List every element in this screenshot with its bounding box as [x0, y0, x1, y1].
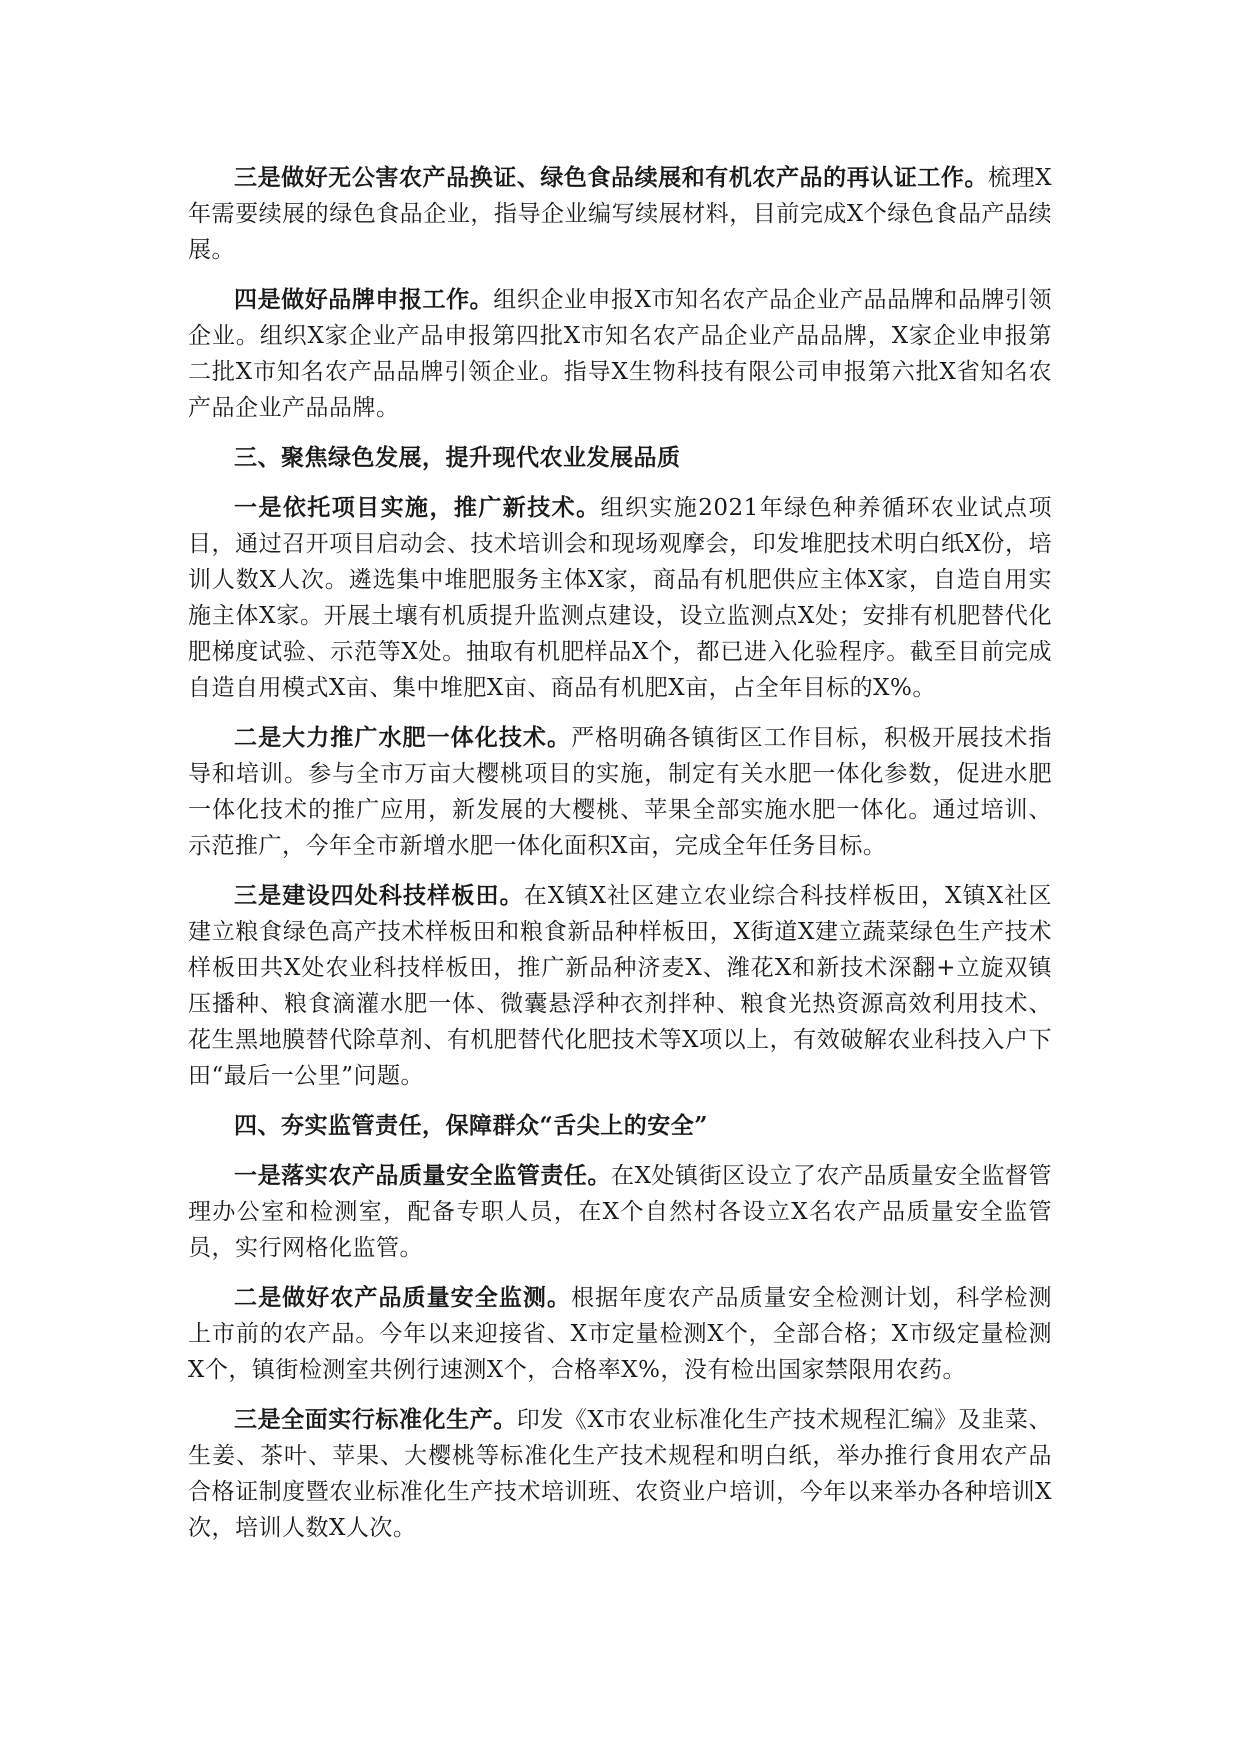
- paragraph-supervision-responsibility: [188, 1158, 1052, 1266]
- paragraph-quality-monitoring: [188, 1280, 1052, 1388]
- paragraph-standardized-production: [188, 1402, 1052, 1546]
- paragraph-body: 组织企业申报X市知名农产品企业产品品牌和品牌引领企业。组织X家企业产品申报第四批X市知名农产品企业产品品牌，X家企业申报第二批X市知名农产品品牌引领企业。指导X生物科技有限公司申报第六批X省知名农产品企业产品品牌。: [188, 287, 1052, 421]
- paragraph-body: 梳理X年需要续展的绿色食品企业，指导企业编写续展材料，目前完成X个绿色食品产品续展。: [188, 165, 1052, 263]
- paragraph-lead: 一是落实农产品质量安全监管责任。: [234, 1162, 611, 1189]
- paragraph-organic-recertification: [188, 160, 1052, 268]
- paragraph-body: 在X镇X社区建立农业综合科技样板田，X镇X社区建立粮食绿色高产技术样板田和粮食新品种样板田，X街道X建立蔬菜绿色生产技术样板田共X处农业科技样板田，推广新品种济麦X、潍花X和新技术深翻+立旋双镇压播种、粮食滴灌水肥一体、微囊悬浮种衣剂拌种、粮食光热资源高效利用技术、花生黑地膜替代除草剂、有机肥替代化肥技术等X项以上，有效破解农业科技入户下田“最后一公里”问题。: [188, 883, 1052, 1089]
- paragraph-body: 严格明确各镇街区工作目标，积极开展技术指导和培训。参与全市万亩大樱桃项目的实施，制定有关水肥一体化参数，促进水肥一体化技术的推广应用，新发展的大樱桃、苹果全部实施水肥一体化。通过培训、示范推广，今年全市新增水肥一体化面积X亩，完成全年任务目标。: [188, 725, 1053, 859]
- paragraph-lead: 三是做好无公害农产品换证、绿色食品续展和有机农产品的再认证工作。: [234, 164, 988, 191]
- paragraph-demo-fields: [188, 878, 1052, 1094]
- document-page: [188, 160, 1052, 1560]
- paragraph-lead: 三是建设四处科技样板田。: [234, 882, 524, 909]
- section-heading-green-development: 三、聚焦绿色发展，提升现代农业发展品质: [234, 444, 681, 471]
- paragraph-body: 根据年度农产品质量安全检测计划，科学检测上市前的农产品。今年以来迎接省、X市定量检测X个，全部合格；X市级定量检测X个，镇街检测室共例行速测X个，合格率X%，没有检出国家禁限用农药。: [188, 1285, 1053, 1383]
- paragraph-brand-application: [188, 282, 1052, 426]
- paragraph-body: 在X处镇街区设立了农产品质量安全监督管理办公室和检测室，配备专职人员，在X个自然村各设立X名农产品质量安全监管员，实行网格化监管。: [188, 1163, 1052, 1261]
- paragraph-project-implementation: [188, 490, 1052, 706]
- paragraph-body: 组织实施2021年绿色种养循环农业试点项目，通过召开项目启动会、技术培训会和现场观摩会，印发堆肥技术明白纸X份，培训人数X人次。遴选集中堆肥服务主体X家，商品有机肥供应主体X家，自造自用实施主体X家。开展土壤有机质提升监测点建设，设立监测点X处；安排有机肥替代化肥梯度试验、示范等X处。抽取有机肥样品X个，都已进入化验程序。截至目前完成自造自用模式X亩、集中堆肥X亩、商品有机肥X亩，占全年目标的X%。: [188, 495, 1052, 701]
- paragraph-lead: 一是依托项目实施，推广新技术。: [234, 494, 601, 521]
- paragraph-lead: 四是做好品牌申报工作。: [234, 286, 494, 313]
- paragraph-water-fertilizer: [188, 720, 1052, 864]
- section-heading-supervision: 四、夯实监管责任，保障群众“舌尖上的安全”: [234, 1112, 708, 1139]
- paragraph-body: 印发《X市农业标准化生产技术规程汇编》及韭菜、生姜、茶叶、苹果、大樱桃等标准化生产技术规程和明白纸，举办推行食用农产品合格证制度暨农业标准化生产技术培训班、农资业户培训，今年以来举办各种培训X次，培训人数X人次。: [188, 1407, 1052, 1541]
- paragraph-lead: 二是做好农产品质量安全监测。: [234, 1284, 572, 1311]
- paragraph-lead: 三是全面实行标准化生产。: [234, 1406, 517, 1433]
- paragraph-lead: 二是大力推广水肥一体化技术。: [234, 724, 572, 751]
